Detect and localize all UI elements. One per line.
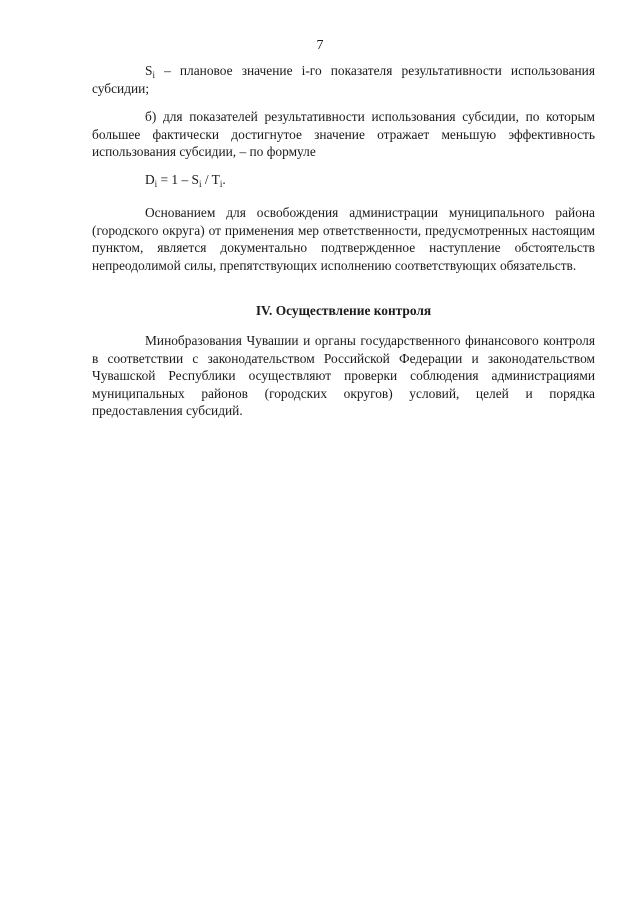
formula-d-subscript: i [154,179,158,189]
formula-s-subscript: i [198,179,202,189]
page-number: 7 [316,38,324,53]
formula [92,171,595,189]
paragraph-b: б) для показателей результативности использования субсидии, по которым большее фактически достигнутое значение отражает меньшую эффективность использования субсидии, – по формуле [92,109,595,159]
s-symbol: S [145,63,153,78]
formula-mid: = 1 – S [157,172,199,187]
s-definition-text: – плановое значение i-го показателя результативности использования субсидии; [92,63,595,96]
formula-slash: / T [201,172,220,187]
s-definition-paragraph [92,62,595,97]
formula-d: D [145,172,155,187]
formula-t-subscript: i [219,179,223,189]
formula-end: . [222,172,226,187]
paragraph-control: Минобразования Чувашии и органы государственного финансового контроля в соответствии с законодательством Российской Федерации и законодательством Чувашской Республики осуществляют проверки соблюдения администрациями муниципальных районов (городских округов) условий, целей и порядка предоставления субсидий. [92,333,595,418]
paragraph-basis: Основанием для освобождения администрации муниципального района (городского округа) от применения мер ответственности, предусмотренных настоящим пунктом, является документально подтвержденное наступление обстоятельств непреодолимой силы, препятствующих исполнению соответствующих обязательств. [92,205,595,273]
section-heading: IV. Осуществление контроля [255,303,432,318]
s-subscript: i [152,70,155,80]
